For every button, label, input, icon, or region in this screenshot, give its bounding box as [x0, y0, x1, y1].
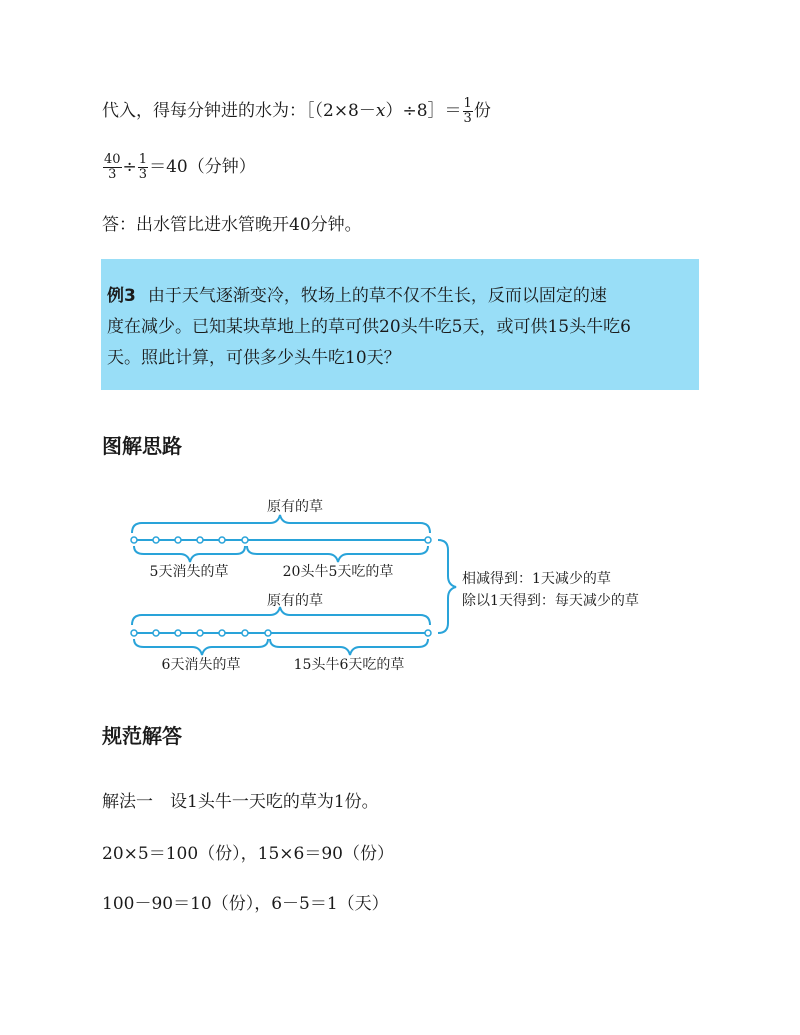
fraction-numerator: 40 [104, 152, 121, 167]
bottom-point [219, 630, 225, 636]
bottom-point [425, 630, 431, 636]
top-left-brace [134, 546, 245, 562]
solution-line-2: 20×5＝100（份），15×6＝90（份） [102, 844, 394, 864]
right-note-1: 相减得到：1天减少的草 [462, 571, 611, 587]
example-text-1: 由于天气逐渐变冷，牧场上的草不仅不生长，反而以固定的速 [147, 286, 607, 306]
answer-line: 答：出水管比进水管晚开40分钟。 [102, 215, 362, 235]
bottom-point [175, 630, 181, 636]
top-point [175, 537, 181, 543]
right-note-2: 除以1天得到：每天减少的草 [462, 593, 639, 609]
fraction-denominator: 3 [463, 111, 472, 126]
fraction-forty-thirds [103, 153, 122, 182]
top-right-brace [247, 546, 428, 562]
top-brace [132, 515, 430, 533]
equation-result: ＝40（分钟） [149, 157, 256, 177]
top-point [153, 537, 159, 543]
bottom-point [153, 630, 159, 636]
equation-line-1 [102, 97, 491, 126]
top-right-label: 20头牛5天吃的草 [282, 564, 394, 580]
section-heading-solution: 规范解答 [102, 724, 182, 748]
top-point [197, 537, 203, 543]
bottom-point [131, 630, 137, 636]
fraction-denominator: 3 [138, 167, 148, 182]
section-heading-diagram: 图解思路 [102, 434, 182, 458]
equation-line-2 [102, 153, 256, 182]
fraction-numerator: 1 [138, 152, 148, 167]
top-point [219, 537, 225, 543]
bottom-right-label: 15头牛6天吃的草 [293, 657, 405, 673]
bottom-point [197, 630, 203, 636]
bottom-point [265, 630, 271, 636]
bottom-right-brace [270, 639, 428, 655]
bottom-label: 原有的草 [267, 593, 323, 609]
bottom-point [242, 630, 248, 636]
top-point [242, 537, 248, 543]
right-brace [438, 540, 456, 633]
example-line-1 [107, 281, 693, 312]
example-line-3: 天。照此计算，可供多少头牛吃10天？ [107, 348, 401, 368]
equation-suffix: 份 [473, 101, 491, 121]
bottom-left-label: 6天消失的草 [161, 657, 241, 673]
solution-line-3: 100－90＝10（份），6－5＝1（天） [102, 894, 389, 914]
fraction-one-third [138, 153, 148, 182]
fraction-one-third [463, 97, 473, 126]
top-label: 原有的草 [267, 499, 323, 515]
top-point [425, 537, 431, 543]
divide-operator: ÷ [122, 157, 137, 177]
equation-prefix: 代入，得每分钟进的水为：［（2×8－ [102, 101, 376, 121]
fraction-denominator: 3 [108, 167, 117, 182]
example-box [101, 259, 699, 390]
bottom-brace [132, 607, 430, 625]
equation-mid: ）÷8］＝ [385, 101, 462, 121]
example-tag: 例3 [107, 286, 136, 306]
top-point [131, 537, 137, 543]
grass-diagram [0, 490, 800, 690]
example-line-2: 度在减少。已知某块草地上的草可供20头牛吃5天，或可供15头牛吃6 [107, 317, 631, 337]
fraction-numerator: 1 [463, 96, 472, 111]
variable-x: x [375, 101, 386, 121]
top-left-label: 5天消失的草 [149, 564, 229, 580]
solution-line-1: 解法一 设1头牛一天吃的草为1份。 [102, 792, 379, 812]
bottom-left-brace [134, 639, 268, 655]
